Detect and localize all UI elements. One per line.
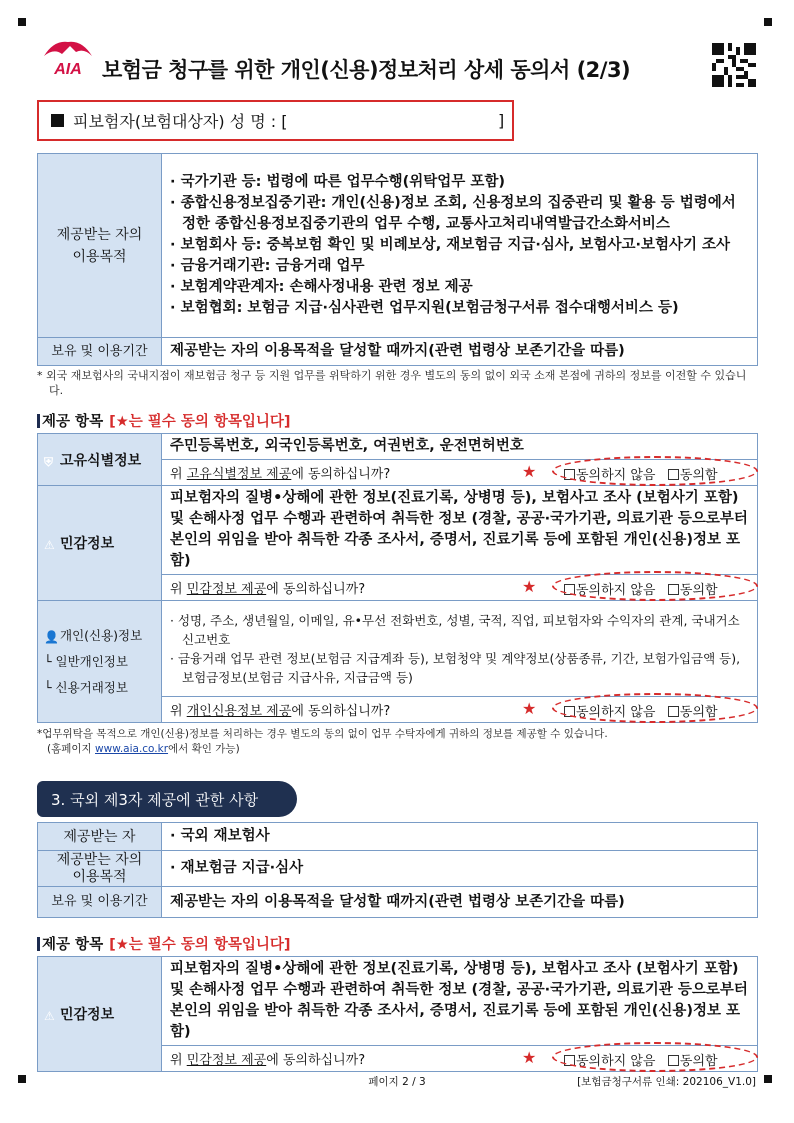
overseas-period-label: 보유 및 이용기간: [38, 887, 162, 918]
purpose-label: 제공받는 자의 이용목적: [38, 154, 162, 338]
section3-title: 3. 국외 제3자 제공에 관한 사항: [37, 781, 297, 817]
provision-purpose-table: [37, 153, 758, 366]
warning-icon: ⚠: [44, 1009, 55, 1023]
form-version: [보험금청구서류 인쇄: 202106_V1.0]: [577, 1076, 756, 1088]
general-info-label: 일반개인정보: [55, 653, 128, 669]
section-bar-icon: [37, 937, 40, 951]
foreign-branch-note: * 외국 재보험사의 국내지점이 재보험금 청구 등 지원 업무를 위탁하기 위한 경우 별도의 동의 없이 외국 소재 본점에 귀하의 정보를 이전할 수 있습니다.: [37, 369, 747, 397]
highlight-oval: [552, 693, 758, 723]
disagree-label: 동의하지 않음: [576, 705, 656, 720]
overseas-sensitive-label: ⚠ 민감정보: [38, 957, 162, 1072]
overseas-sensitive-consent-row: 위 민감정보 제공에 동의하십니까? ★ 동의하지 않음 동의함: [162, 1046, 758, 1072]
unique-id-consent-row: 위 고유식별정보 제공에 동의하십니까? ★ 동의하지 않음 동의함: [162, 460, 758, 486]
required-star-icon: ★: [522, 1048, 537, 1067]
highlight-oval: [552, 456, 758, 486]
corner-mark: [764, 18, 772, 26]
agree-label: 동의함: [679, 705, 718, 720]
highlight-oval: [552, 571, 758, 601]
disagree-label: 동의하지 않음: [576, 468, 656, 483]
purpose-item: · 보험협회: 보험금 지급·심사관련 업무지원(보험금청구서류 접수대행서비스 등): [170, 298, 749, 319]
required-note: [★는 필수 동의 항목입니다]: [109, 937, 291, 953]
insured-name-box[interactable]: [37, 100, 514, 141]
unique-id-label: ⛨ 고유식별정보: [38, 434, 162, 486]
purpose-item: · 보험회사 등: 중복보험 확인 및 비례보상, 재보험금 지급·심사, 보험사고·보험사기 조사: [170, 235, 749, 256]
personal-info-label: 👤개인(신용)정보 └ 일반개인정보 └ 신용거래정보: [38, 601, 162, 723]
section-bar-icon: [37, 414, 40, 428]
page-title: 보험금 청구를 위한 개인(신용)정보처리 상세 동의서 (2/3): [102, 58, 631, 82]
overseas-purpose-label: 제공받는 자의 이용목적: [38, 851, 162, 887]
shield-icon: ⛨: [44, 454, 54, 469]
recipient-label: 제공받는 자: [38, 823, 162, 851]
logo-text: AIA: [54, 61, 82, 78]
recipient-value: · 국외 재보험사: [162, 823, 758, 851]
provision-items-table: [37, 433, 758, 723]
outsourcing-note: *업무위탁을 목적으로 개인(신용)정보를 처리하는 경우 별도의 동의 없이 업무 수탁자에게 귀하의 정보를 제공할 수 있습니다. (홈페이지 www.aia.co.kr에서 확인 가능): [37, 728, 608, 755]
overseas-provision-table: [37, 822, 758, 918]
homepage-link[interactable]: www.aia.co.kr: [95, 743, 169, 755]
required-star-icon: ★: [522, 462, 537, 481]
qr-code-icon: [712, 43, 756, 87]
sensitive-value: 피보험자의 질병•상해에 관한 정보(진료기록, 상병명 등), 보험사고 조사 (보험사기 포함) 및 손해사정 업무 수행과 관련하여 취득한 정보 (경찰, 공공·국가기관, 의료기관 등으로부터 본인의 위임을 받아 취득한 각종 조사서, 증명서, 진료기록 등에 포함된 개인(신용)정보 포함): [162, 486, 758, 575]
purpose-list: [162, 154, 758, 338]
personal-info-list: [162, 601, 758, 697]
highlight-oval: [552, 1042, 758, 1072]
agree-label: 동의함: [679, 583, 718, 598]
provision-items-header: 제공 항목 [★는 필수 동의 항목입니다]: [37, 410, 291, 431]
required-note: [★는 필수 동의 항목입니다]: [109, 414, 291, 430]
sensitive-label: ⚠ 민감정보: [38, 486, 162, 601]
purpose-item: · 종합신용정보집중기관: 개인(신용)정보 조회, 신용정보의 집중관리 및 활용 등 법령에서 정한 종합신용정보집중기관의 업무 수행, 교통사고처리내역발급간소화서비스: [170, 193, 749, 235]
overseas-items-header: 제공 항목 [★는 필수 동의 항목입니다]: [37, 933, 291, 954]
disagree-label: 동의하지 않음: [576, 1054, 656, 1069]
agree-label: 동의함: [679, 468, 718, 483]
purpose-item: · 보험계약관계자: 손해사정내용 관련 정보 제공: [170, 277, 749, 298]
person-icon: 👤: [44, 629, 59, 644]
unique-id-value: 주민등록번호, 외국인등록번호, 여권번호, 운전면허번호: [162, 434, 758, 460]
credit-info-label: 신용거래정보: [55, 679, 128, 695]
warning-icon: ⚠: [44, 538, 55, 552]
overseas-sensitive-value: 피보험자의 질병•상해에 관한 정보(진료기록, 상병명 등), 보험사고 조사 (보험사기 포함) 및 손해사정 업무 수행과 관련하여 취득한 정보 (경찰, 공공·국가기관, 의료기관 등으로부터 본인의 위임을 받아 취득한 각종 조사서, 증명서, 진료기록 등에 포함된 개인(신용)정보 포함): [162, 957, 758, 1046]
personal-info-item: · 금융거래 업무 관련 정보(보험금 지급계좌 등), 보험청약 및 계약정보(상품종류, 기간, 보험가입금액 등), 보험금정보(보험금 지급사유, 지급금액 등): [170, 649, 749, 687]
insured-name-bracket-end: ]: [498, 111, 505, 130]
period-value: 제공받는 자의 이용목적을 달성할 때까지(관련 법령상 보존기간을 따름): [162, 338, 758, 366]
sensitive-consent-row: 위 민감정보 제공에 동의하십니까? ★ 동의하지 않음 동의함: [162, 575, 758, 601]
insured-name-label: 피보험자(보험대상자) 성 명 : [: [73, 112, 288, 131]
overseas-period-value: 제공받는 자의 이용목적을 달성할 때까지(관련 법령상 보존기간을 따름): [162, 887, 758, 918]
required-star-icon: ★: [522, 699, 537, 718]
corner-mark: [18, 18, 26, 26]
page-number: 페이지 2 / 3: [368, 1076, 426, 1088]
period-label: 보유 및 이용기간: [38, 338, 162, 366]
overseas-items-table: [37, 956, 758, 1072]
personal-info-item: · 성명, 주소, 생년월일, 이메일, 유•무선 전화번호, 성별, 국적, 직업, 피보험자와 수익자의 관계, 국내거소신고번호: [170, 611, 749, 649]
overseas-purpose-value: · 재보험금 지급·심사: [162, 851, 758, 887]
disagree-label: 동의하지 않음: [576, 583, 656, 598]
agree-label: 동의함: [679, 1054, 718, 1069]
purpose-item: · 국가기관 등: 법령에 따른 업무수행(위탁업무 포함): [170, 172, 749, 193]
personal-consent-row: 위 개인신용정보 제공에 동의하십니까? ★ 동의하지 않음 동의함: [162, 697, 758, 723]
aia-logo: [40, 38, 96, 78]
square-bullet-icon: [51, 114, 64, 127]
required-star-icon: ★: [522, 577, 537, 596]
purpose-item: · 금융거래기관: 금융거래 업무: [170, 256, 749, 277]
